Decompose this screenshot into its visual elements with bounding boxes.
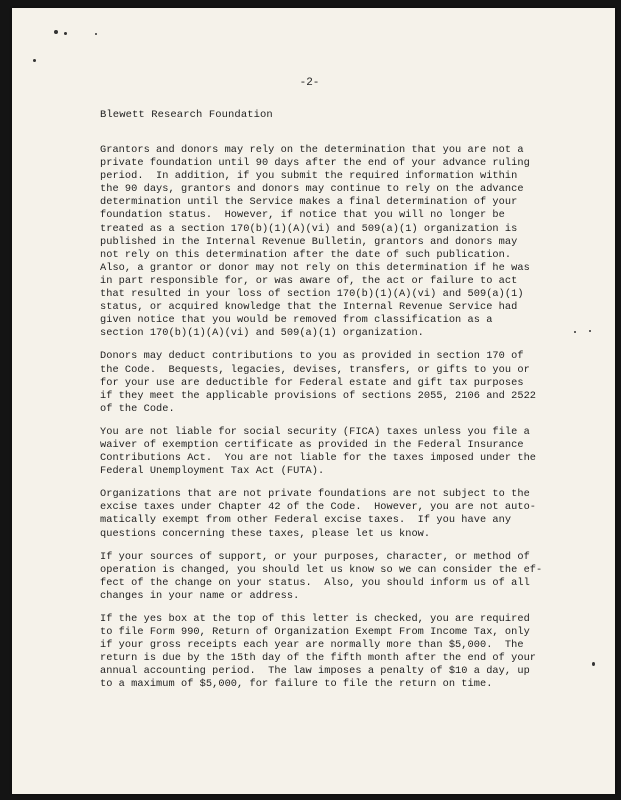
document-page xyxy=(12,8,615,794)
paragraph-fica: You are not liable for social security (FICA) taxes unless you file a waiver of exemption certificate as provided in the Federal Insurance Contributions Act. You are not liable for the taxes imposed under the Federal Unemployment Tax Act (FUTA). xyxy=(100,425,537,478)
paragraph-changes: If your sources of support, or your purposes, character, or method of operation is changed, you should let us know so we can consider the ef- fect of the change on your status. Also, you should inform us of all changes in your name or address. xyxy=(100,550,543,602)
page-number: -2- xyxy=(299,77,320,89)
ink-speck xyxy=(64,32,67,35)
paragraph-deductions: Donors may deduct contributions to you as provided in section 170 of the Code. Bequests, legacies, devises, transfers, or gifts to you or for your use are deductible for Federal estate and gift tax purposes if they meet the applicable provisions of sections 2055, 2106 and 2522 of the Code. xyxy=(100,350,537,415)
addressee-name: Blewett Research Foundation xyxy=(100,109,273,121)
ink-speck xyxy=(33,59,36,62)
paragraph-form-990: If the yes box at the top of this letter is checked, you are required to file Form 990, Return of Organization Exempt From Income Tax, only if your gross receipts each year are normally more than $5,000. The return is due by the 15th day of the fifth month after the end of your annual accounting period. The law imposes a penalty of $10 a day, up to a maximum of $5,000, for failure to file the return on time. xyxy=(100,613,537,691)
letter-body xyxy=(100,144,543,702)
ink-speck xyxy=(589,330,591,332)
ink-speck xyxy=(95,33,97,35)
ink-speck xyxy=(54,30,58,34)
ink-speck xyxy=(592,662,595,666)
paragraph-reliance: Grantors and donors may rely on the determination that you are not a private foundation until 90 days after the end of your advance ruling period. In addition, if you submit the required information within the 90 days, grantors and donors may continue to rely on the advance determination until the Service makes a final determination of your foundation status. However, if notice that you will no longer be treated as a section 170(b)(1)(A)(vi) and 509(a)(1) organization is published in the Internal Revenue Bulletin, grantors and donors may not rely on this determination after the date of such publication. Also, a grantor or donor may not rely on this determination if he was in part responsible for, or was aware of, the act or failure to act that resulted in your loss of section 170(b)(1)(A)(vi) and 509(a)(1) status, or acquired knowledge that the Internal Revenue Service had given notice that you would be removed from classification as a section 170(b)(1)(A)(vi) and 509(a)(1) organization. xyxy=(100,144,530,340)
ink-speck xyxy=(574,331,576,333)
paragraph-excise-taxes: Organizations that are not private foundations are not subject to the excise taxes under Chapter 42 of the Code. However, you are not auto- matically exempt from other Federal excise taxes. If you have any questions concerning these taxes, please let us know. xyxy=(100,488,537,540)
